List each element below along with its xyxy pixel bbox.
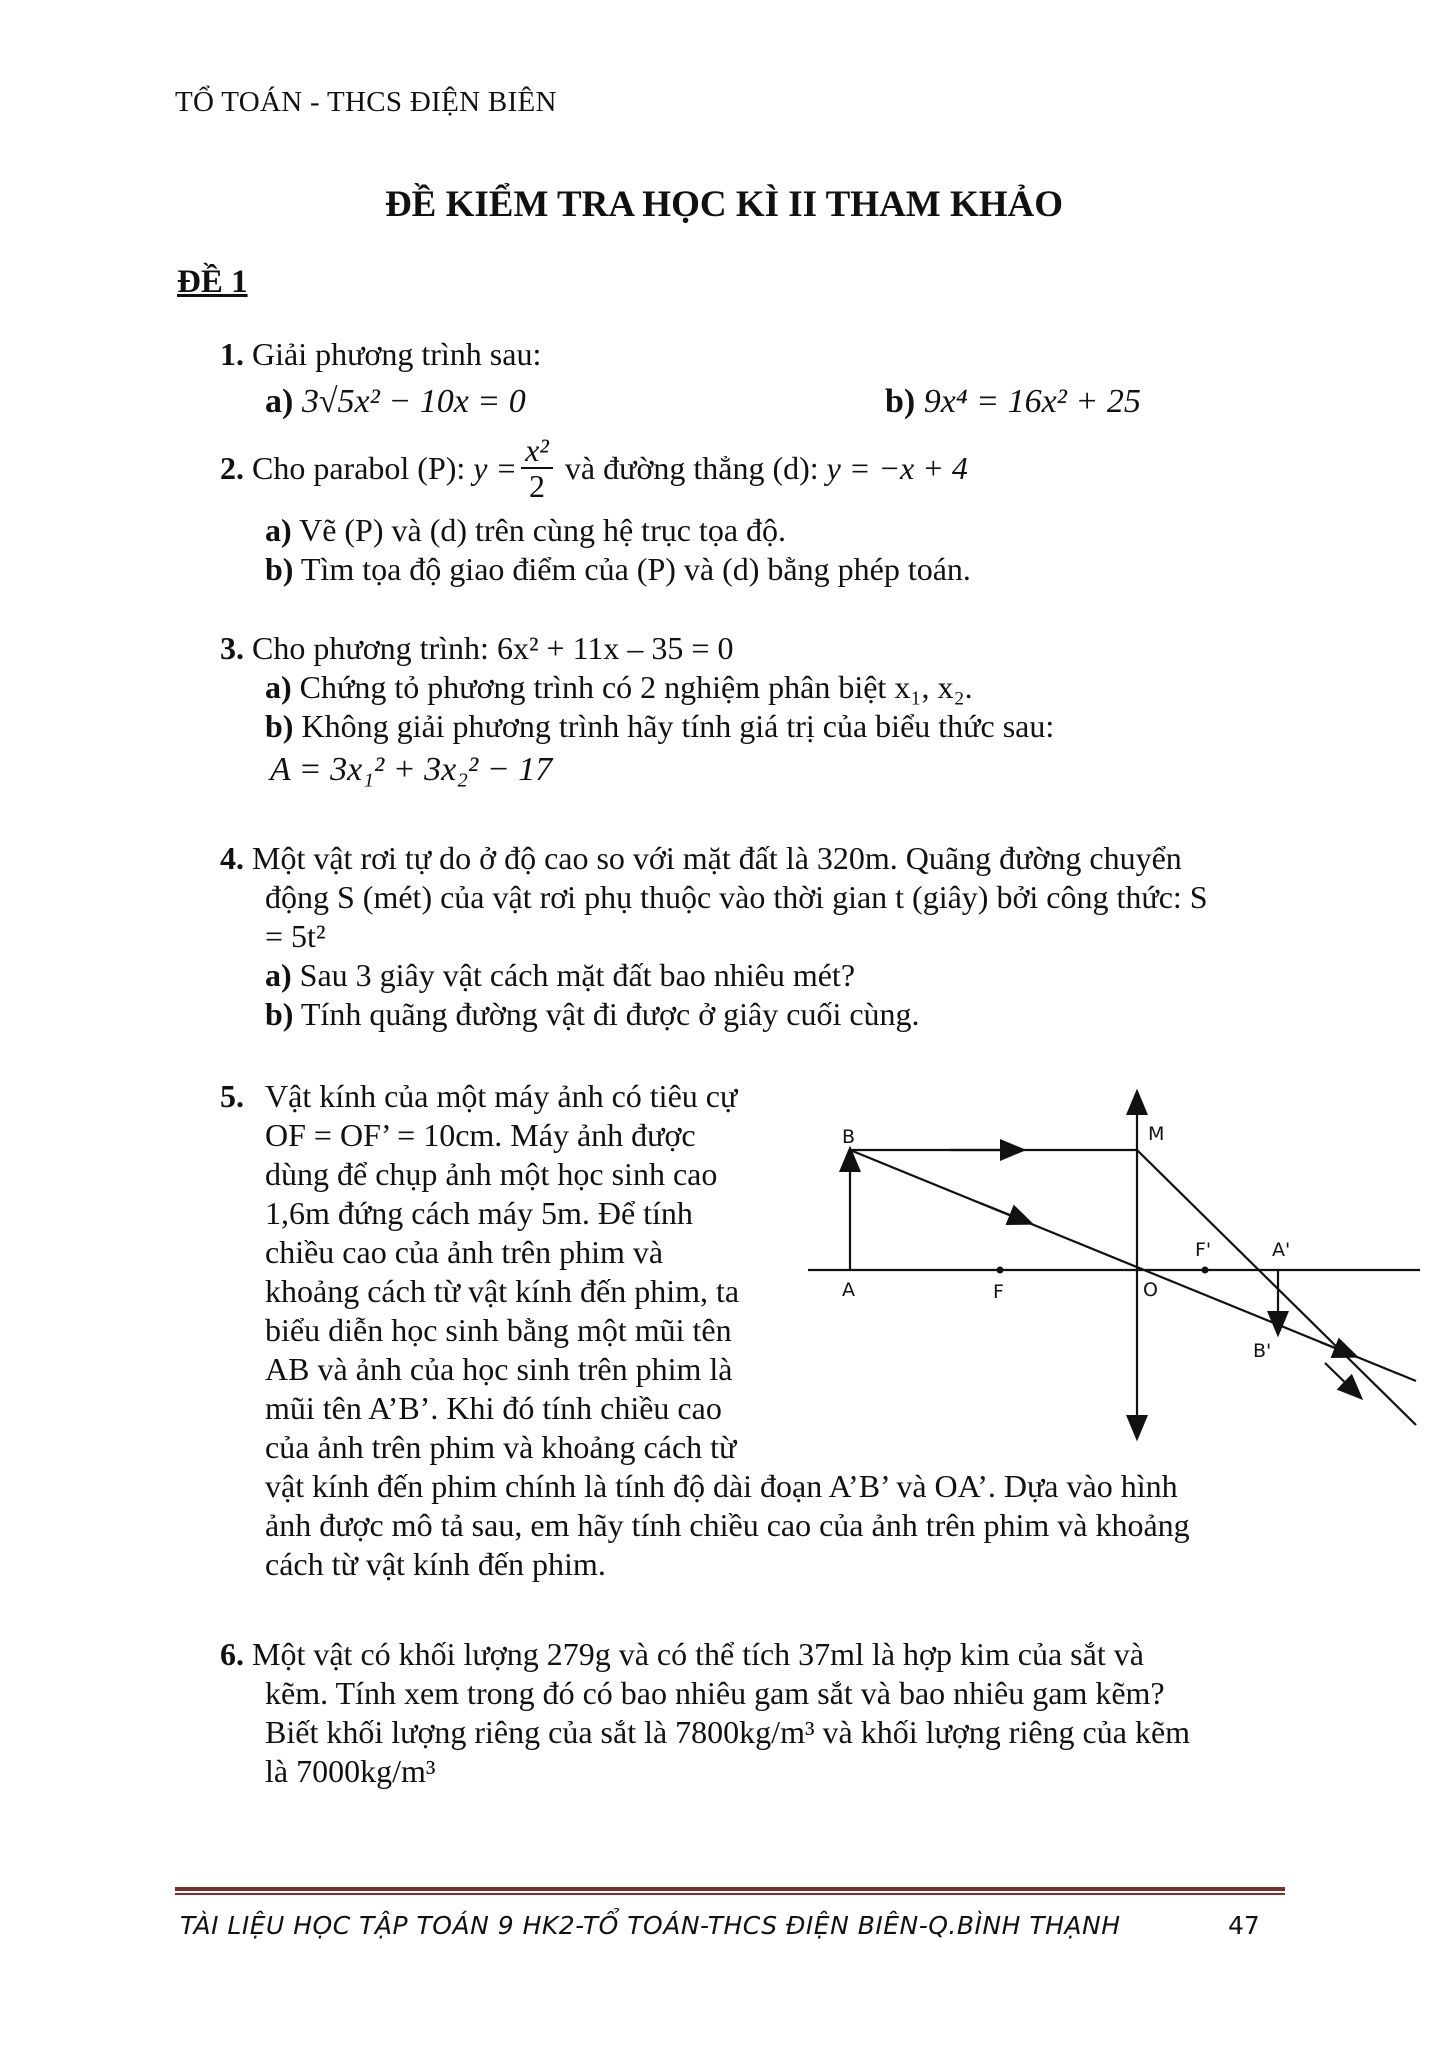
q5-wide-line: cách từ vật kính đến phim.	[265, 1546, 606, 1582]
q6-line-3: Biết khối lượng riêng của sắt là 7800kg/m³ và khối lượng riêng của kẽm	[265, 1714, 1191, 1750]
label-O: O	[1143, 1279, 1158, 1301]
label-A: A	[842, 1279, 855, 1301]
question-1	[220, 334, 541, 374]
footer-text: TÀI LIỆU HỌC TẬP TOÁN 9 HK2-TỔ TOÁN-THCS ĐIỆN BIÊN-Q.BÌNH THẠNH	[180, 1911, 1121, 1940]
label-F: F	[993, 1281, 1004, 1303]
q4-part-a	[265, 955, 855, 995]
question-text: Cho parabol (P):	[252, 450, 466, 486]
part-text: Không giải phương trình hãy tính giá trị của biểu thức sau:	[301, 708, 1055, 744]
q3-part-a	[265, 667, 973, 707]
question-text: Giải phương trình sau:	[252, 336, 542, 372]
question-text-mid: và đường thẳng (d):	[564, 450, 819, 486]
question-number: 6.	[220, 1636, 244, 1672]
part-text: Tính quãng đường vật đi được ở giây cuối cùng.	[300, 996, 920, 1032]
question-number: 5.	[220, 1078, 244, 1114]
line-equation: y = −x + 4	[826, 450, 968, 486]
part-label: a)	[265, 512, 292, 548]
ray-center-arrow1	[980, 1203, 1030, 1223]
label-B-prime: B'	[1253, 1340, 1272, 1362]
question-3	[220, 628, 733, 668]
question-6	[220, 1634, 1144, 1674]
question-number: 2.	[220, 450, 244, 486]
footer-rule	[175, 1887, 1285, 1891]
q5-narrow-line: dùng để chụp ảnh một học sinh cao	[265, 1156, 718, 1192]
q1-part-b	[885, 382, 1141, 422]
focal-point-F	[997, 1267, 1004, 1274]
ray-center-arrow2	[1320, 1342, 1355, 1356]
part-label: b)	[265, 996, 294, 1032]
page-number: 47	[1228, 1911, 1260, 1940]
question-text: Một vật có khối lượng 279g và có thể tích 37ml là hợp kim của sắt và	[252, 1636, 1144, 1672]
question-text: Cho phương trình: 6x² + 11x – 35 = 0	[252, 630, 734, 666]
q2-part-b	[265, 549, 971, 589]
q5-narrow-line: 1,6m đứng cách máy 5m. Để tính	[265, 1195, 693, 1231]
fraction	[521, 433, 553, 503]
q3-part-b	[265, 706, 1054, 746]
q5-wide-line: vật kính đến phim chính là tính độ dài đoạn A’B’ và OA’. Dựa vào hình	[265, 1468, 1178, 1504]
question-4	[220, 838, 1182, 878]
label-A-prime: A'	[1272, 1239, 1291, 1261]
page-header: TỔ TOÁN - THCS ĐIỆN BIÊN	[175, 86, 557, 118]
equation: 3√5x² − 10x = 0	[301, 383, 526, 420]
question-number: 3.	[220, 630, 244, 666]
expression-A: A = 3x₁² + 3x₂² − 17	[270, 751, 553, 788]
ray-refracted	[1137, 1150, 1416, 1425]
focal-point-F-prime	[1202, 1267, 1209, 1274]
part-label: b)	[265, 551, 294, 587]
q5-wide-line: ảnh được mô tả sau, em hãy tính chiều cao của ảnh trên phim và khoảng	[265, 1507, 1190, 1543]
part-label: a)	[265, 669, 292, 705]
part-text: Vẽ (P) và (d) trên cùng hệ trục tọa độ.	[299, 512, 787, 548]
q5-narrow-line: khoảng cách từ vật kính đến phim, ta	[265, 1273, 740, 1309]
question-number: 1.	[220, 336, 244, 372]
part-text: Chứng tỏ phương trình có 2 nghiệm phân biệt x₁, x₂.	[299, 669, 973, 705]
ray-refracted-arrow	[1325, 1363, 1360, 1397]
part-text: Sau 3 giây vật cách mặt đất bao nhiêu mét?	[299, 957, 856, 993]
fraction-denominator: 2	[528, 468, 545, 504]
label-F-prime: F'	[1195, 1239, 1212, 1261]
q6-line-2: kẽm. Tính xem trong đó có bao nhiêu gam sắt và bao nhiêu gam kẽm?	[265, 1675, 1165, 1711]
function-lhs: y =	[473, 450, 518, 486]
section-heading: ĐỀ 1	[177, 264, 248, 300]
footer-rule-thin	[175, 1893, 1285, 1895]
q1-part-a	[265, 382, 526, 422]
q5-narrow-line: Vật kính của một máy ảnh có tiêu cự	[265, 1078, 738, 1114]
part-label: b)	[885, 383, 916, 420]
question-text: Một vật rơi tự do ở độ cao so với mặt đất là 320m. Quãng đường chuyển	[252, 840, 1182, 876]
part-text: Tìm tọa độ giao điểm của (P) và (d) bằng phép toán.	[300, 551, 971, 587]
equation: 9x⁴ = 16x² + 25	[923, 383, 1141, 420]
fraction-numerator: x²	[521, 433, 553, 469]
q4-part-b	[265, 994, 920, 1034]
q5-narrow-line: biểu diễn học sinh bằng một mũi tên	[265, 1312, 732, 1348]
page-title: ĐỀ KIỂM TRA HỌC KÌ II THAM KHẢO	[384, 184, 1064, 225]
q5-narrow-line: chiều cao của ảnh trên phim và	[265, 1234, 664, 1270]
q4-line-3: = 5t²	[265, 918, 326, 954]
part-label: a)	[265, 957, 292, 993]
q2-part-a	[265, 510, 786, 550]
q6-line-4: là 7000kg/m³	[265, 1753, 436, 1789]
label-B: B	[842, 1126, 856, 1148]
lens-ray-diagram	[800, 1085, 1420, 1445]
label-M: M	[1148, 1123, 1165, 1145]
q5-narrow-line: OF = OF’ = 10cm. Máy ảnh được	[265, 1117, 696, 1153]
question-2	[220, 428, 968, 508]
q5-narrow-line: AB và ảnh của học sinh trên phim là	[265, 1351, 733, 1387]
part-label: a)	[265, 383, 294, 420]
q5-narrow-line: của ảnh trên phim và khoảng cách từ	[265, 1429, 737, 1465]
q5-narrow-line: mũi tên A’B’. Khi đó tính chiều cao	[265, 1390, 722, 1426]
q4-line-2: động S (mét) của vật rơi phụ thuộc vào thời gian t (giây) bởi công thức: S	[265, 879, 1208, 915]
part-label: b)	[265, 708, 294, 744]
question-number: 4.	[220, 840, 244, 876]
